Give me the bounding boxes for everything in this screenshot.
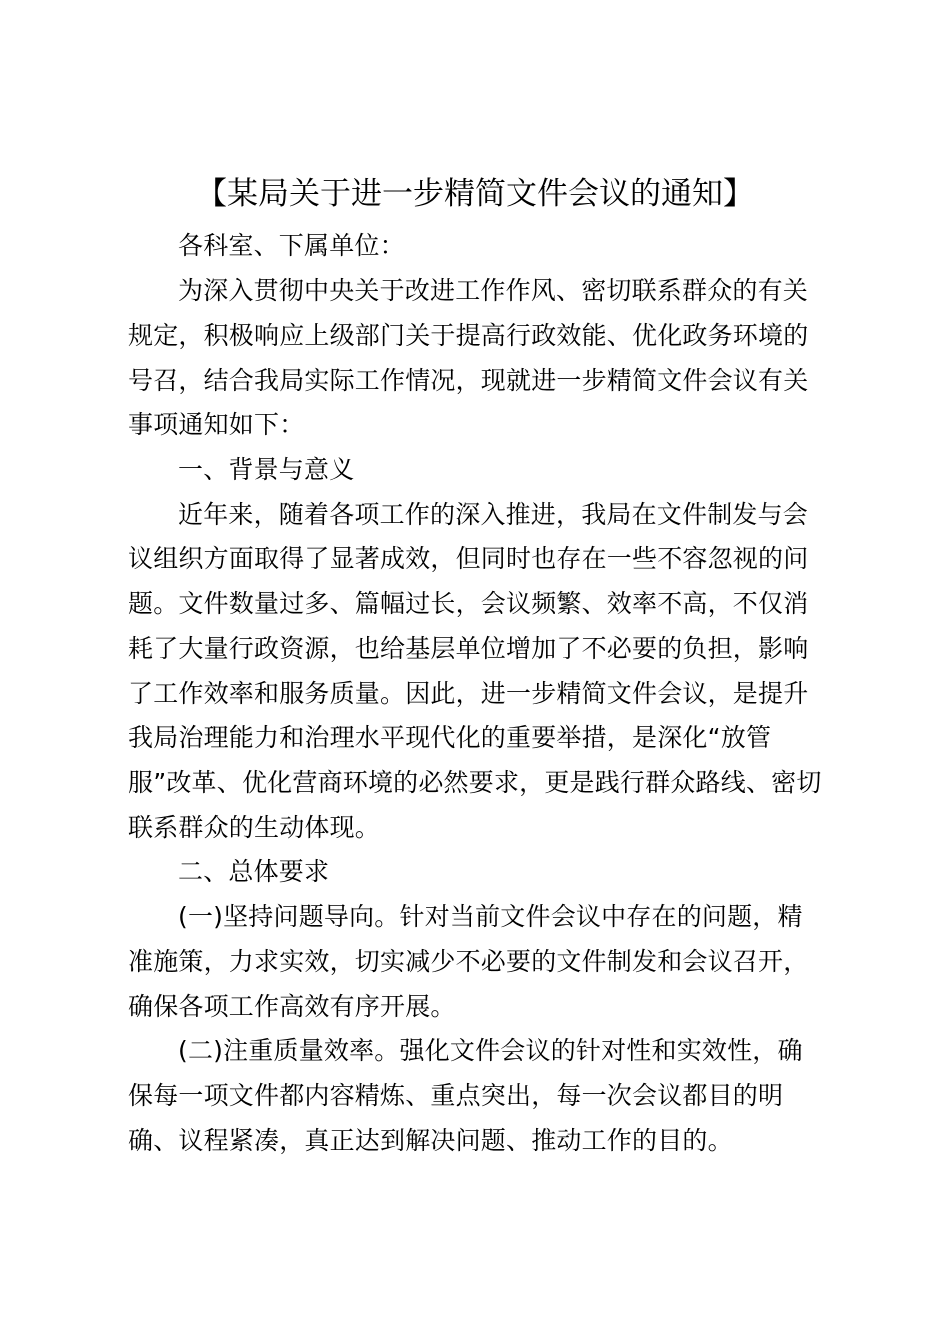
section1-line: 题。文件数量过多、篇幅过长，会议频繁、效率不高，不仅消 — [128, 589, 809, 618]
document-title: 【某局关于进一步精简文件会议的通知】 — [196, 176, 754, 212]
section1-line: 耗了大量行政资源，也给基层单位增加了不必要的负担，影响 — [128, 634, 809, 663]
section-heading-1: 一、背景与意义 — [178, 455, 355, 484]
section1-line: 我局治理能力和治理水平现代化的重要举措，是深化“放管 — [128, 723, 772, 752]
section1-line: 联系群众的生动体现。 — [128, 813, 381, 842]
item1-line: (一)坚持问题导向。针对当前文件会议中存在的问题，精 — [178, 902, 803, 931]
intro-line: 为深入贯彻中央关于改进工作作风、密切联系群众的有关 — [178, 276, 809, 305]
section1-line: 近年来，随着各项工作的深入推进，我局在文件制发与会 — [178, 500, 809, 529]
item2-line: 保每一项文件都内容精炼、重点突出，每一次会议都目的明 — [128, 1081, 784, 1110]
section1-line: 服”改革、优化营商环境的必然要求，更是践行群众路线、密切 — [128, 768, 822, 797]
salutation: 各科室、下属单位： — [178, 231, 405, 260]
intro-line: 事项通知如下： — [128, 410, 305, 439]
section-heading-2: 二、总体要求 — [178, 857, 330, 886]
section1-line: 了工作效率和服务质量。因此，进一步精简文件会议，是提升 — [128, 679, 809, 708]
section1-line: 议组织方面取得了显著成效，但同时也存在一些不容忽视的问 — [128, 544, 809, 573]
item1-line: 确保各项工作高效有序开展。 — [128, 992, 456, 1021]
intro-line: 号召，结合我局实际工作情况，现就进一步精简文件会议有关 — [128, 366, 809, 395]
item2-line: 确、议程紧凑，真正达到解决问题、推动工作的目的。 — [128, 1126, 733, 1155]
intro-line: 规定，积极响应上级部门关于提高行政效能、优化政务环境的 — [128, 321, 809, 350]
item2-line: (二)注重质量效率。强化文件会议的针对性和实效性，确 — [178, 1036, 803, 1065]
item1-line: 准施策，力求实效，切实减少不必要的文件制发和会议召开， — [128, 947, 809, 976]
